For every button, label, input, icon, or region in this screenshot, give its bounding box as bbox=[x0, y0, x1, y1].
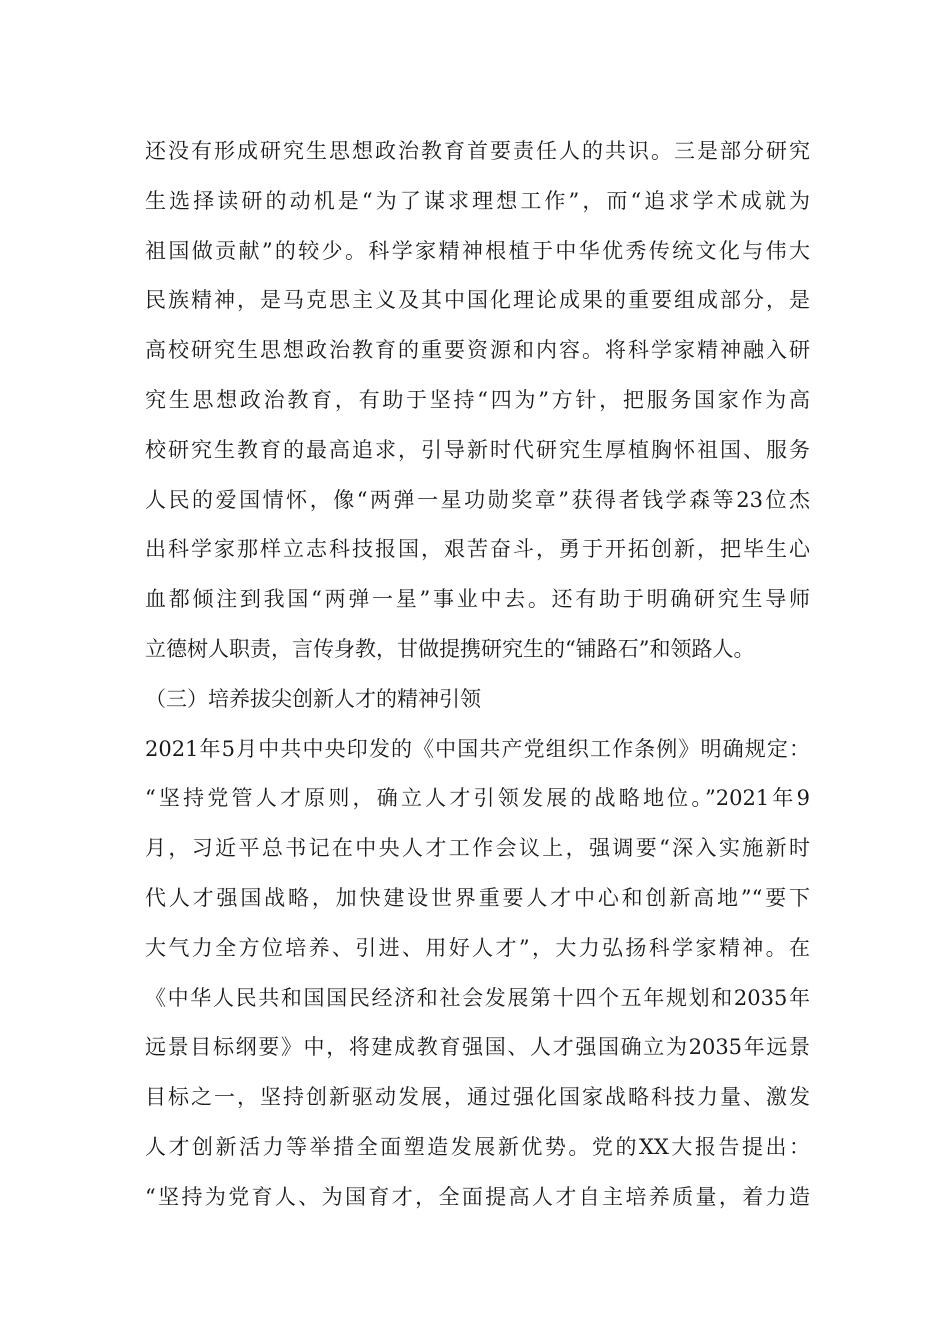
document-body bbox=[145, 127, 810, 1223]
paragraph-line: 2021年5月中共中央印发的《中国共产党组织工作条例》明确规定： bbox=[145, 736, 810, 761]
paragraph-line: 血都倾注到我国“两弹一星”事业中去。还有助于明确研究生导师 bbox=[145, 587, 810, 612]
paragraph-line: 究生思想政治教育，有助于坚持“四为”方针，把服务国家作为高 bbox=[145, 387, 810, 412]
paragraph-line: “坚持党管人才原则，确立人才引领发展的战略地位。”2021年9 bbox=[145, 786, 810, 811]
paragraph-line: 《中华人民共和国国民经济和社会发展第十四个五年规划和2035年 bbox=[145, 985, 810, 1010]
paragraph-line: 民族精神，是马克思主义及其中国化理论成果的重要组成部分，是 bbox=[145, 288, 810, 313]
paragraph-line: 大气力全方位培养、引进、用好人才”，大力弘扬科学家精神。在 bbox=[145, 935, 810, 960]
paragraph-line: 人民的爱国情怀，像“两弹一星功勋奖章”获得者钱学森等23位杰 bbox=[145, 487, 810, 512]
paragraph-line: “坚持为党育人、为国育才，全面提高人才自主培养质量，着力造 bbox=[145, 1184, 810, 1209]
paragraph-line: 目标之一，坚持创新驱动发展，通过强化国家战略科技力量、激发 bbox=[145, 1085, 810, 1110]
paragraph-line: 人才创新活力等举措全面塑造发展新优势。党的XX大报告提出： bbox=[145, 1134, 810, 1159]
paragraph-line: 远景目标纲要》中，将建成教育强国、人才强国确立为2035年远景 bbox=[145, 1035, 810, 1060]
paragraph-line: 立德树人职责，言传身教，甘做提携研究生的“铺路石”和领路人。 bbox=[145, 636, 755, 661]
section-heading: （三）培养拔尖创新人才的精神引领 bbox=[145, 686, 481, 711]
paragraph-line: 校研究生教育的最高追求，引导新时代研究生厚植胸怀祖国、服务 bbox=[145, 437, 810, 462]
paragraph-line: 月，习近平总书记在中央人才工作会议上，强调要“深入实施新时 bbox=[145, 836, 810, 861]
paragraph-line: 出科学家那样立志科技报国，艰苦奋斗，勇于开拓创新，把毕生心 bbox=[145, 537, 810, 562]
paragraph-line: 代人才强国战略，加快建设世界重要人才中心和创新高地”“要下 bbox=[145, 885, 810, 910]
paragraph-line: 生选择读研的动机是“为了谋求理想工作”，而“追求学术成就为 bbox=[145, 188, 810, 213]
paragraph-line: 高校研究生思想政治教育的重要资源和内容。将科学家精神融入研 bbox=[145, 338, 810, 363]
paragraph-line: 祖国做贡献”的较少。科学家精神根植于中华优秀传统文化与伟大 bbox=[145, 238, 810, 263]
paragraph-line: 还没有形成研究生思想政治教育首要责任人的共识。三是部分研究 bbox=[145, 139, 810, 163]
